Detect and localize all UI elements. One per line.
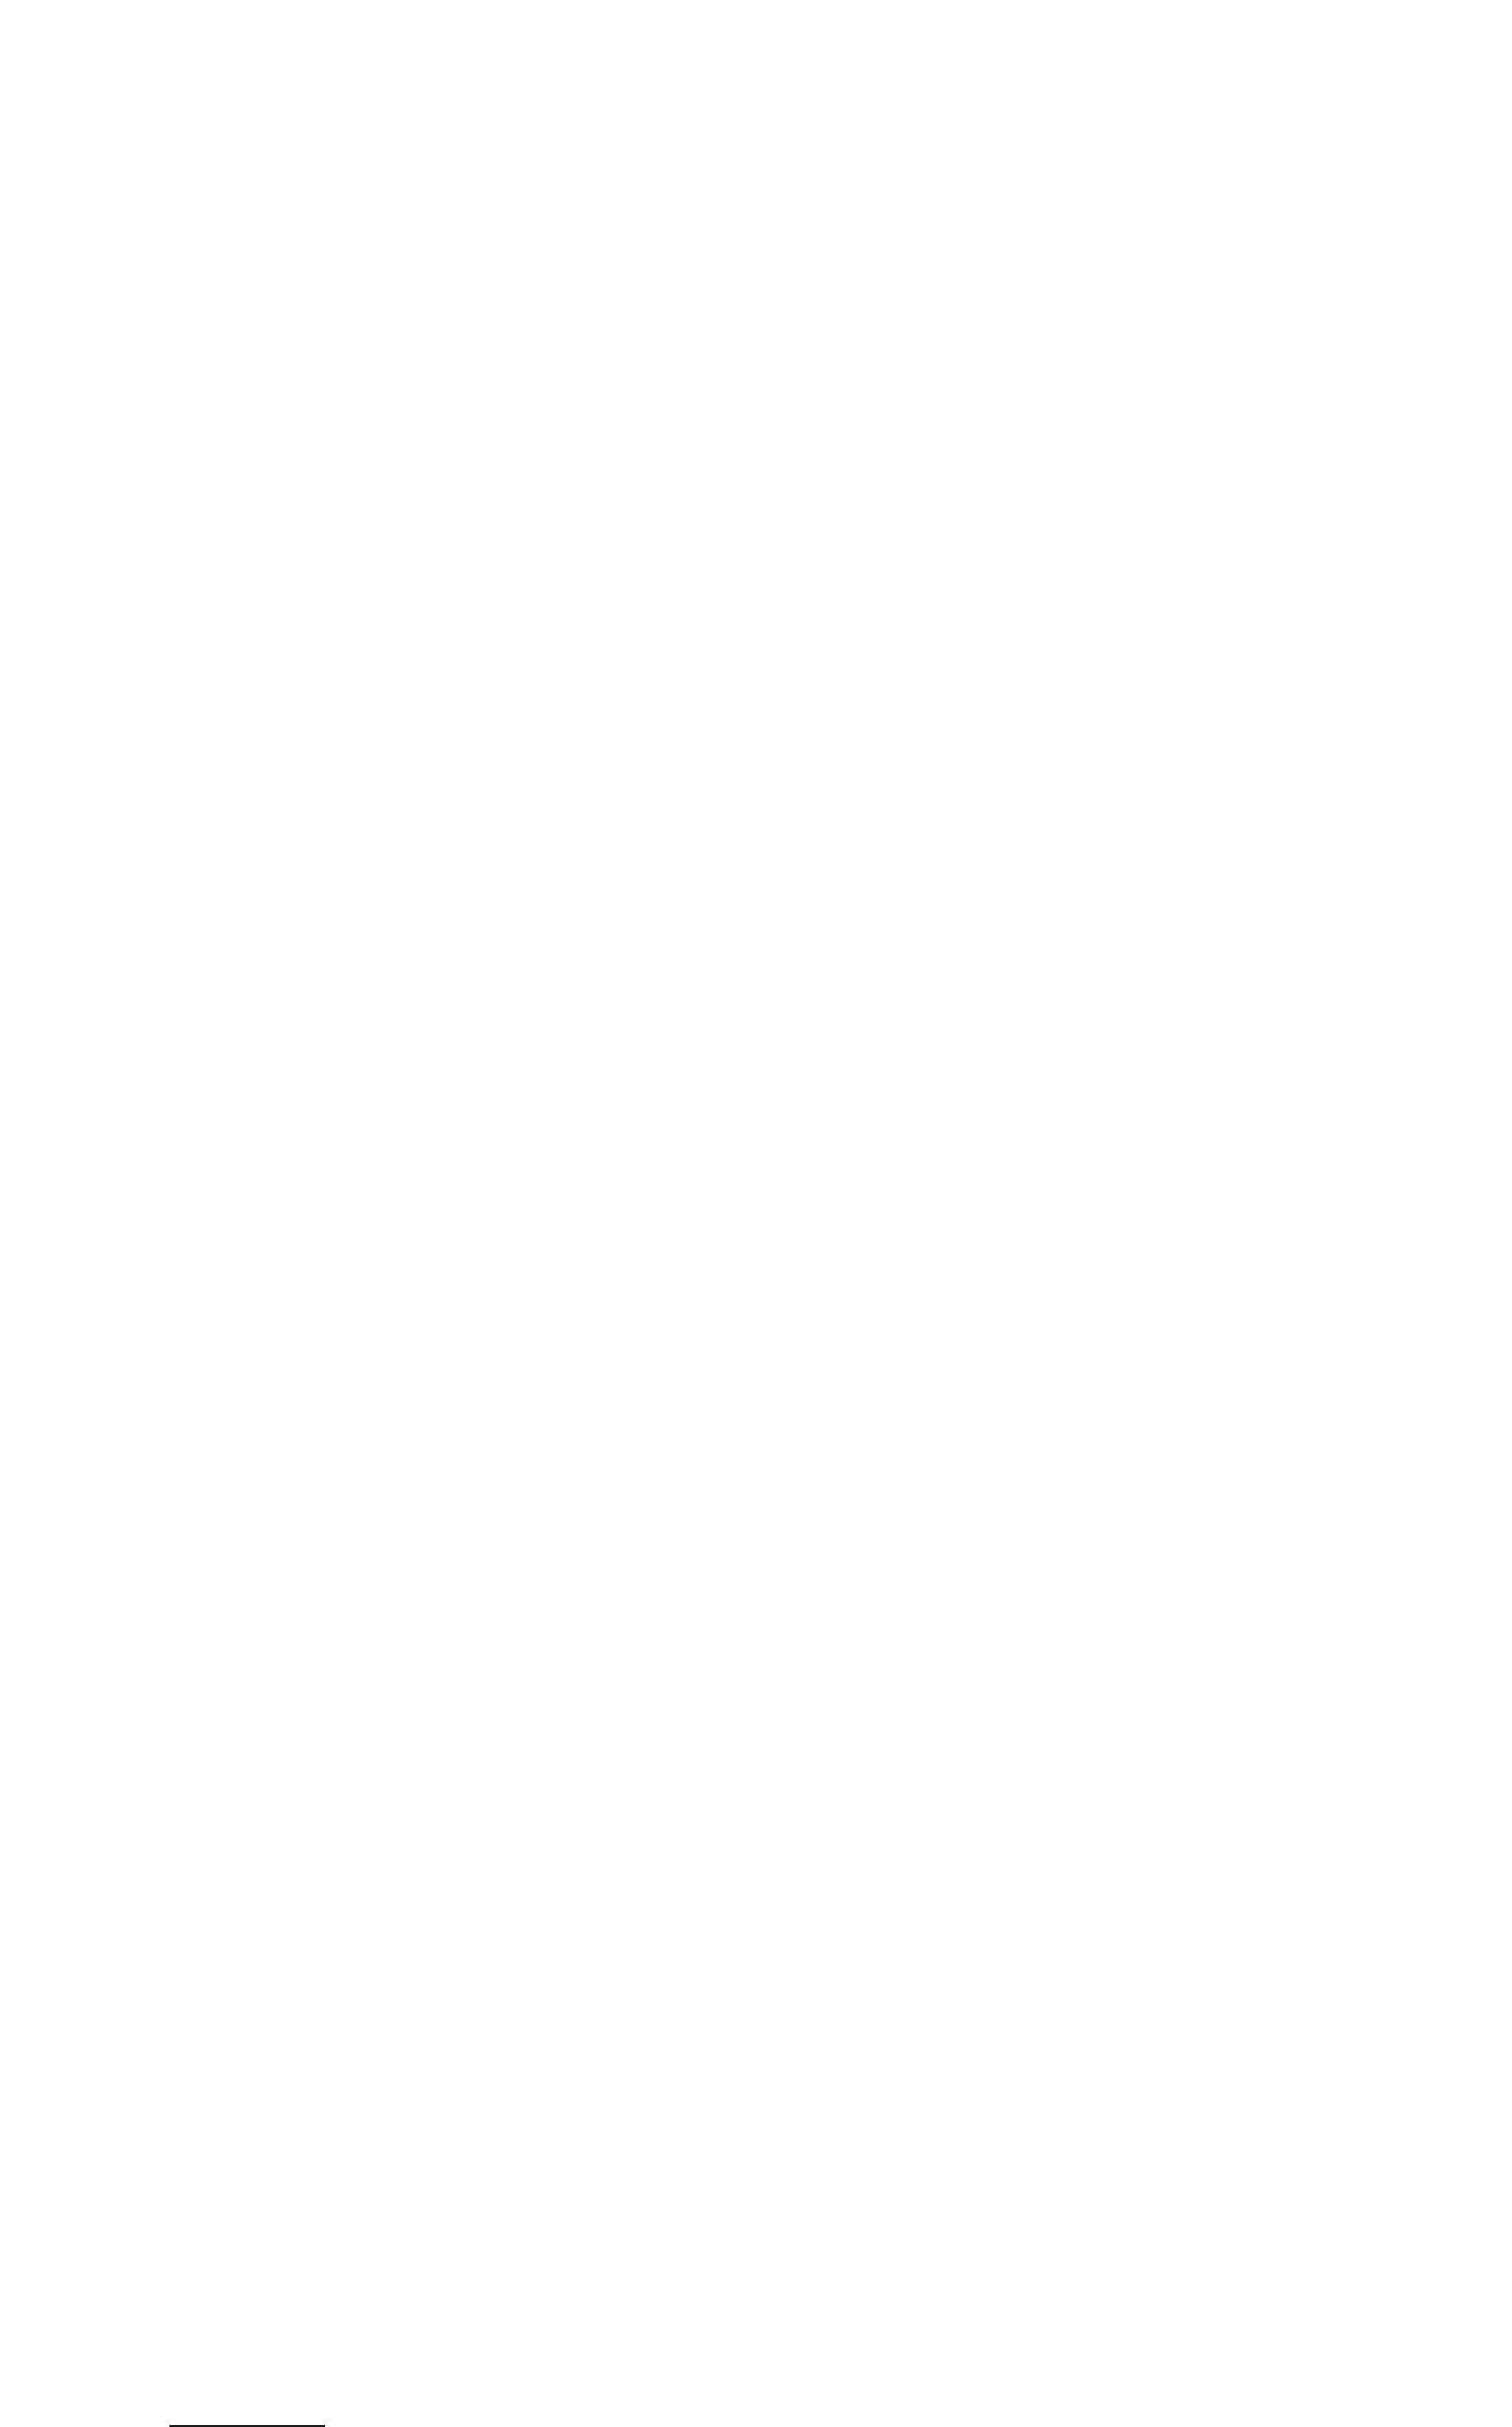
table-row — [274, 1487, 1239, 1526]
table-row — [274, 1564, 1239, 1603]
table-row — [274, 1603, 1239, 1641]
table-row — [274, 1526, 1239, 1564]
diameter-table — [274, 1487, 1239, 1641]
